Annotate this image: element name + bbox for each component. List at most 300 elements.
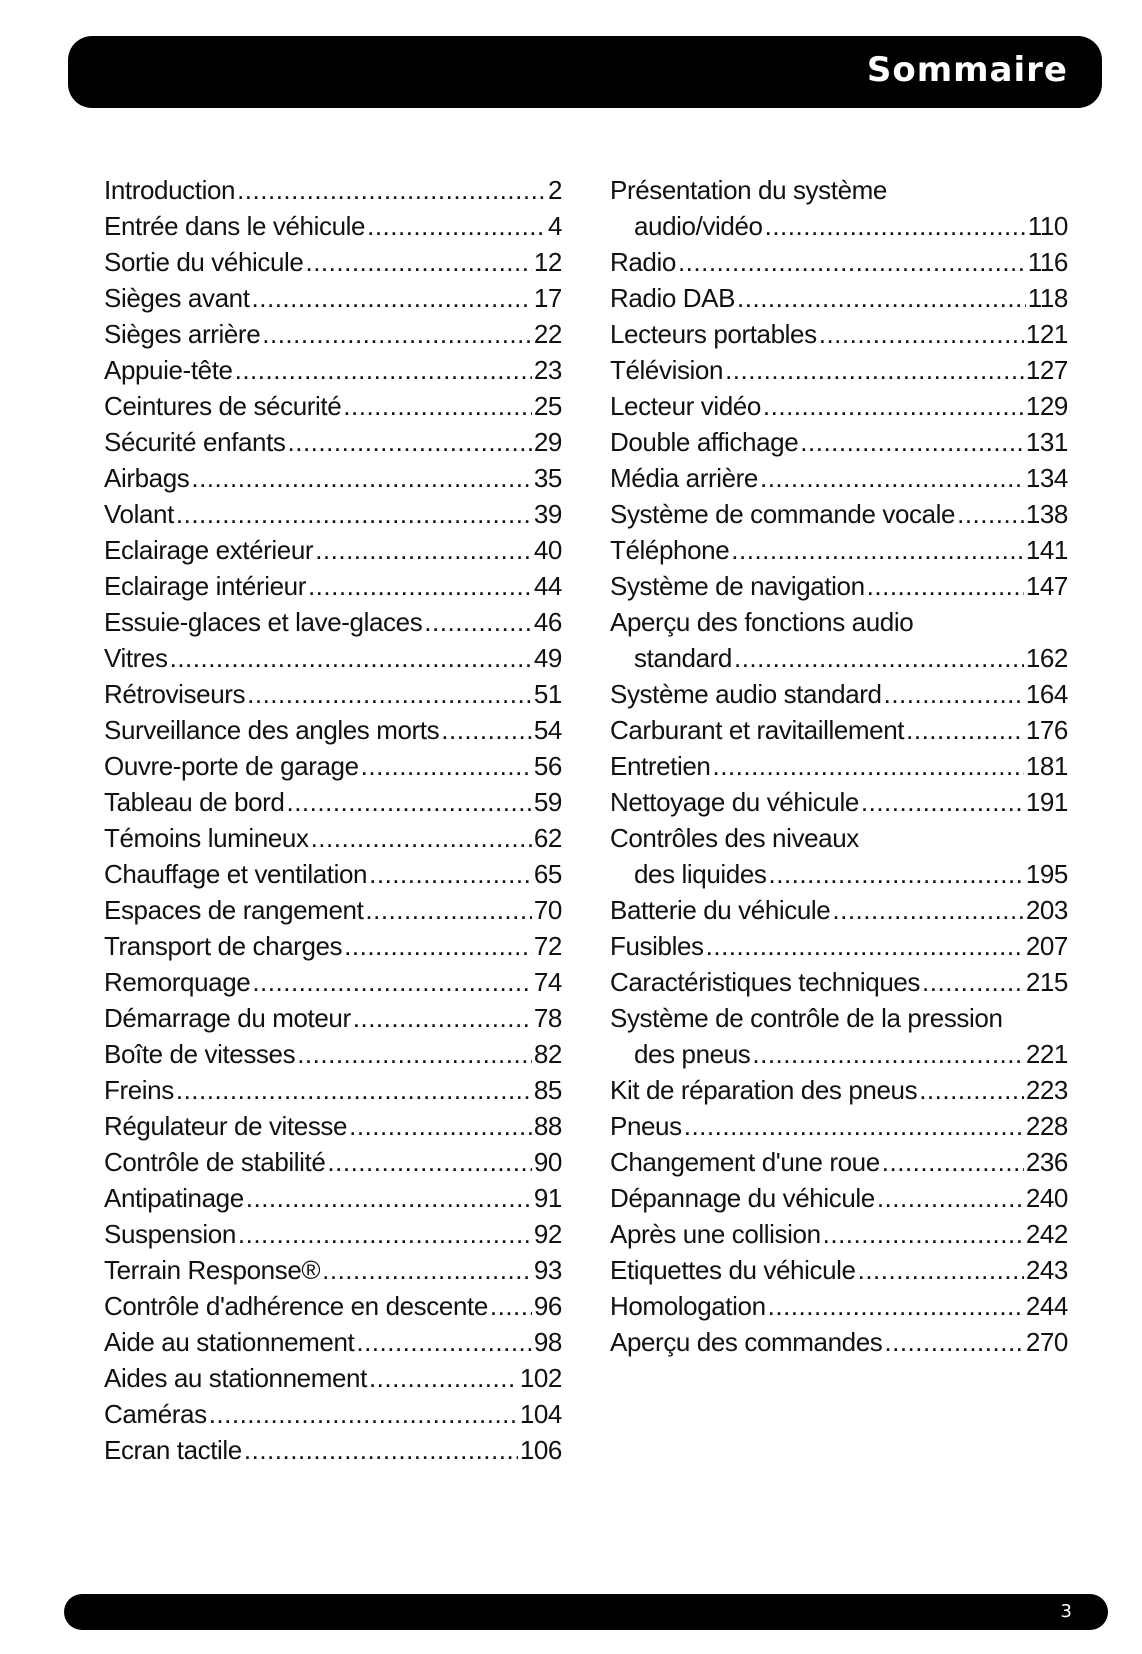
toc-entry[interactable] [610, 568, 1068, 604]
toc-entry[interactable] [104, 460, 562, 496]
toc-entry[interactable] [610, 1000, 1068, 1072]
toc-entry-title-continued: des pneus [634, 1039, 751, 1069]
toc-entry[interactable] [104, 244, 562, 280]
toc-entry[interactable] [104, 388, 562, 424]
toc-entry-title: Dépannage du véhicule [610, 1183, 875, 1213]
toc-entry-line [610, 1180, 1068, 1216]
page-title: Sommaire [866, 50, 1068, 90]
toc-entry-title: Système de commande vocale [610, 499, 956, 529]
toc-entry-line [610, 712, 1068, 748]
toc-entry[interactable] [104, 1288, 562, 1324]
toc-entry-title: Contrôles des niveaux [610, 823, 859, 853]
dot-leader [327, 1144, 531, 1180]
toc-entry[interactable] [104, 280, 562, 316]
toc-entry-title: Surveillance des angles morts [104, 715, 440, 745]
toc-entry-line [104, 676, 562, 712]
page-number: 3 [1060, 1601, 1072, 1622]
toc-entry-title: Homologation [610, 1291, 766, 1321]
toc-entry-line [104, 1000, 562, 1036]
toc-entry-line [610, 640, 1068, 676]
toc-entry-page: 93 [533, 1255, 562, 1285]
toc-entry[interactable] [104, 856, 562, 892]
toc-entry-line [610, 352, 1068, 388]
toc-entry[interactable] [104, 640, 562, 676]
toc-entry-line [104, 1036, 562, 1072]
toc-entry-line [610, 892, 1068, 928]
toc-entry-title: Après une collision [610, 1219, 821, 1249]
toc-entry-line [104, 1360, 562, 1396]
toc-entry[interactable] [610, 820, 1068, 892]
dot-leader [769, 856, 1024, 892]
toc-entry-title: Téléphone [610, 535, 730, 565]
toc-entry-title: Ceintures de sécurité [104, 391, 342, 421]
dot-leader [209, 1396, 518, 1432]
dot-leader [706, 928, 1024, 964]
dot-leader [315, 532, 532, 568]
toc-entry-title: Lecteurs portables [610, 319, 817, 349]
dot-leader [823, 1216, 1024, 1252]
toc-entry-line [610, 532, 1068, 568]
dot-leader [191, 460, 532, 496]
toc-entry[interactable] [610, 928, 1068, 964]
toc-entry-line [610, 424, 1068, 460]
toc-entry-title: Aperçu des fonctions audio [610, 607, 914, 637]
dot-leader [957, 496, 1024, 532]
toc-entry[interactable] [610, 1072, 1068, 1108]
toc-entry[interactable] [610, 1288, 1068, 1324]
toc-entry-line [104, 1288, 562, 1324]
toc-entry-line [104, 1072, 562, 1108]
toc-entry-title: Nettoyage du véhicule [610, 787, 859, 817]
toc-entry-page: 85 [533, 1075, 562, 1105]
toc-entry-page: 2 [547, 175, 562, 205]
toc-entry[interactable] [610, 352, 1068, 388]
dot-leader [305, 244, 531, 280]
toc-entry-page: 29 [533, 427, 562, 457]
toc-entry-line [610, 784, 1068, 820]
toc-entry-line [610, 748, 1068, 784]
toc-entry-title: Entrée dans le véhicule [104, 211, 366, 241]
toc-entry[interactable] [610, 280, 1068, 316]
dot-leader [731, 532, 1024, 568]
toc-entry[interactable] [610, 784, 1068, 820]
dot-leader [906, 712, 1024, 748]
toc-entry-title: Carburant et ravitaillement [610, 715, 905, 745]
toc-entry-title: Volant [104, 499, 174, 529]
toc-entry-title: Tableau de bord [104, 787, 285, 817]
toc-entry-line [610, 1144, 1068, 1180]
toc-entry-page: 23 [533, 355, 562, 385]
toc-entry[interactable] [104, 784, 562, 820]
toc-entry-title: Sortie du véhicule [104, 247, 304, 277]
toc-entry-title-continued: standard [634, 643, 732, 673]
toc-entry-line [104, 1216, 562, 1252]
toc-entry-page: 44 [533, 571, 562, 601]
toc-entry[interactable] [104, 1036, 562, 1072]
toc-entry-title: Batterie du véhicule [610, 895, 831, 925]
dot-leader [752, 1036, 1023, 1072]
dot-leader [343, 388, 532, 424]
toc-entry-title: Entretien [610, 751, 711, 781]
toc-entry-title: Média arrière [610, 463, 758, 493]
dot-leader [922, 964, 1024, 1000]
toc-entry[interactable] [104, 208, 562, 244]
toc-entry-line [104, 1144, 562, 1180]
dot-leader [176, 1072, 532, 1108]
toc-entry-title: Pneus [610, 1111, 682, 1141]
toc-entry-line [610, 1036, 1068, 1072]
toc-entry[interactable] [104, 604, 562, 640]
toc-entry-title: Aides au stationnement [104, 1363, 367, 1393]
toc-entry[interactable] [610, 496, 1068, 532]
toc-entry[interactable] [104, 568, 562, 604]
toc-entry[interactable] [610, 964, 1068, 1000]
dot-leader [369, 856, 532, 892]
toc-entry[interactable] [610, 604, 1068, 676]
toc-entry-page: 116 [1027, 247, 1068, 277]
toc-entry-title: Présentation du système [610, 175, 887, 205]
toc-entry[interactable] [104, 748, 562, 784]
toc-right-column [610, 172, 1068, 1360]
toc-entry-page: 72 [533, 931, 562, 961]
toc-entry-title: Terrain Response® [104, 1255, 321, 1285]
toc-entry-page: 22 [533, 319, 562, 349]
toc-entry-page: 244 [1025, 1291, 1068, 1321]
dot-leader [297, 1036, 532, 1072]
toc-entry-title: Essuie-glaces et lave-glaces [104, 607, 423, 637]
toc-entry-line [104, 244, 562, 280]
toc-entry-line [104, 1396, 562, 1432]
dot-leader [832, 892, 1023, 928]
toc-entry[interactable] [610, 1216, 1068, 1252]
toc-entry-page: 240 [1025, 1183, 1068, 1213]
dot-leader [344, 928, 532, 964]
dot-leader [176, 496, 532, 532]
dot-leader [882, 1144, 1024, 1180]
dot-leader [262, 316, 532, 352]
toc-entry-title: Système de contrôle de la pression [610, 1003, 1003, 1033]
toc-entry-line [104, 748, 562, 784]
toc-entry-page: 49 [533, 643, 562, 673]
toc-entry-page: 35 [533, 463, 562, 493]
toc-entry-title: Aperçu des commandes [610, 1327, 883, 1357]
toc-entry-title: Sécurité enfants [104, 427, 286, 457]
dot-leader [441, 712, 532, 748]
dot-leader [308, 568, 532, 604]
toc-entry-page: 141 [1025, 535, 1068, 565]
toc-entry-title: Transport de charges [104, 931, 343, 961]
toc-entry-title: Lecteur vidéo [610, 391, 761, 421]
toc-entry-page: 90 [533, 1147, 562, 1177]
toc-entry[interactable] [104, 820, 562, 856]
toc-entry[interactable] [610, 1108, 1068, 1144]
toc-entry[interactable] [610, 1252, 1068, 1288]
toc-entry-title: Changement d'une roue [610, 1147, 880, 1177]
toc-entry-page: 118 [1027, 283, 1068, 313]
toc-entry-title: Contrôle de stabilité [104, 1147, 326, 1177]
toc-entry[interactable] [104, 496, 562, 532]
toc-entry-line [104, 460, 562, 496]
toc-entry[interactable] [104, 928, 562, 964]
toc-entry-page: 88 [533, 1111, 562, 1141]
dot-leader [819, 316, 1024, 352]
dot-leader [356, 1324, 532, 1360]
toc-entry-line [104, 424, 562, 460]
dot-leader [765, 208, 1026, 244]
toc-entry[interactable] [610, 1144, 1068, 1180]
toc-entry[interactable] [104, 1360, 562, 1396]
toc-entry-line [104, 1180, 562, 1216]
toc-entry[interactable] [610, 424, 1068, 460]
toc-entry-line [104, 712, 562, 748]
toc-entry-page: 17 [533, 283, 562, 313]
dot-leader [365, 892, 531, 928]
toc-entry[interactable] [104, 1324, 562, 1360]
toc-entry-title: Contrôle d'adhérence en descente [104, 1291, 488, 1321]
toc-entry-page: 131 [1025, 427, 1068, 457]
dot-leader [877, 1180, 1024, 1216]
toc-entry-title: Témoins lumineux [104, 823, 309, 853]
toc-entry-page: 54 [533, 715, 562, 745]
toc-entry-page: 62 [533, 823, 562, 853]
toc-entry-title: Freins [104, 1075, 174, 1105]
toc-entry[interactable] [104, 172, 562, 208]
toc-entry[interactable] [610, 388, 1068, 424]
toc-entry-page: 39 [533, 499, 562, 529]
toc-entry-line [104, 388, 562, 424]
toc-entry-title: Boîte de vitesses [104, 1039, 296, 1069]
toc-entry-title: Sièges arrière [104, 319, 261, 349]
toc-entry-line [610, 856, 1068, 892]
dot-leader [725, 352, 1024, 388]
toc-entry[interactable] [104, 1432, 562, 1468]
toc-entry-page: 215 [1025, 967, 1068, 997]
footer-bar [64, 1594, 1108, 1630]
toc-entry-page: 46 [533, 607, 562, 637]
toc-entry[interactable] [104, 1252, 562, 1288]
toc-entry-page: 70 [533, 895, 562, 925]
toc-entry-page: 110 [1027, 211, 1068, 241]
toc-entry-page: 236 [1025, 1147, 1068, 1177]
toc-entry-title: Eclairage extérieur [104, 535, 314, 565]
toc-entry-title: Vitres [104, 643, 168, 673]
toc-entry-title: Kit de réparation des pneus [610, 1075, 918, 1105]
toc-entry-line [104, 928, 562, 964]
toc-entry-title: Rétroviseurs [104, 679, 246, 709]
toc-entry-line [104, 892, 562, 928]
toc-entry-line [104, 316, 562, 352]
dot-leader [884, 676, 1024, 712]
dot-leader [867, 568, 1024, 604]
toc-entry-page: 91 [533, 1183, 562, 1213]
toc-entry-page: 207 [1025, 931, 1068, 961]
toc-entry-page: 164 [1025, 679, 1068, 709]
toc-entry-line [104, 568, 562, 604]
toc-entry[interactable] [610, 532, 1068, 568]
toc-entry[interactable] [610, 460, 1068, 496]
toc-entry-line [610, 964, 1068, 1000]
dot-leader [286, 784, 531, 820]
toc-entry-title: Ouvre-porte de garage [104, 751, 359, 781]
toc-entry-page: 242 [1025, 1219, 1068, 1249]
toc-entry-title: Appuie-tête [104, 355, 233, 385]
toc-entry[interactable] [610, 244, 1068, 280]
toc-entry-title: Télévision [610, 355, 724, 385]
dot-leader [237, 172, 546, 208]
toc-entry[interactable] [104, 712, 562, 748]
toc-entry-title: Caractéristiques techniques [610, 967, 921, 997]
dot-leader [861, 784, 1024, 820]
dot-leader [369, 1360, 518, 1396]
dot-leader [367, 208, 546, 244]
toc-entry-line [104, 532, 562, 568]
toc-entry-line [104, 784, 562, 820]
toc-entry[interactable] [610, 712, 1068, 748]
toc-entry[interactable] [610, 676, 1068, 712]
toc-entry-page: 102 [519, 1363, 562, 1393]
dot-leader [235, 352, 532, 388]
toc-entry[interactable] [104, 1180, 562, 1216]
dot-leader [919, 1072, 1024, 1108]
toc-entry-title: Suspension [104, 1219, 236, 1249]
toc-entry[interactable] [104, 316, 562, 352]
toc-entry-line [104, 208, 562, 244]
toc-entry-page: 195 [1025, 859, 1068, 889]
toc-entry[interactable] [104, 892, 562, 928]
toc-entry-title: Airbags [104, 463, 190, 493]
toc-entry-page: 98 [533, 1327, 562, 1357]
toc-entry-title: Système de navigation [610, 571, 865, 601]
toc-entry-line [610, 1108, 1068, 1144]
dot-leader [322, 1252, 532, 1288]
toc-entry[interactable] [104, 1072, 562, 1108]
toc-entry-page: 12 [533, 247, 562, 277]
toc-entry-line [104, 1432, 562, 1468]
toc-entry-page: 78 [533, 1003, 562, 1033]
toc-entry-title: Démarrage du moteur [104, 1003, 351, 1033]
toc-entry-line [610, 496, 1068, 532]
toc-entry-title: Aide au stationnement [104, 1327, 355, 1357]
toc-entry-title: Eclairage intérieur [104, 571, 306, 601]
toc-entry[interactable] [610, 172, 1068, 244]
toc-entry-line [104, 1108, 562, 1144]
toc-entry-page: 127 [1025, 355, 1068, 385]
toc-entry-line [104, 856, 562, 892]
toc-entry-title: Espaces de rangement [104, 895, 364, 925]
toc-entry-title: Caméras [104, 1399, 207, 1429]
toc-entry[interactable] [610, 748, 1068, 784]
dot-leader [884, 1324, 1023, 1360]
toc-entry-line [104, 964, 562, 1000]
toc-entry-line [610, 244, 1068, 280]
toc-entry-line [104, 640, 562, 676]
dot-leader [684, 1108, 1024, 1144]
toc-entry-line [610, 208, 1068, 244]
toc-entry-line [610, 1252, 1068, 1288]
dot-leader [247, 676, 532, 712]
dot-leader [361, 748, 532, 784]
toc-entry-title: Etiquettes du véhicule [610, 1255, 856, 1285]
toc-entry-page: 74 [533, 967, 562, 997]
toc-entry[interactable] [104, 352, 562, 388]
toc-entry-page: 40 [533, 535, 562, 565]
toc-entry-page: 147 [1025, 571, 1068, 601]
toc-entry[interactable] [104, 424, 562, 460]
toc-entry-page: 162 [1025, 643, 1068, 673]
toc-entry-line [610, 568, 1068, 604]
toc-entry[interactable] [104, 1216, 562, 1252]
toc-entry-page: 4 [547, 211, 562, 241]
dot-leader [244, 1432, 518, 1468]
dot-leader [760, 460, 1024, 496]
toc-entry-title: Double affichage [610, 427, 799, 457]
toc-entry-title: Radio [610, 247, 676, 277]
dot-leader [252, 964, 532, 1000]
toc-entry-title: Antipatinage [104, 1183, 244, 1213]
dot-leader [737, 280, 1026, 316]
dot-leader [238, 1216, 532, 1252]
dot-leader [311, 820, 532, 856]
toc-entry[interactable] [610, 892, 1068, 928]
toc-entry[interactable] [104, 532, 562, 568]
header-bar [68, 36, 1102, 108]
toc-entry[interactable] [104, 1144, 562, 1180]
dot-leader [170, 640, 532, 676]
toc-entry[interactable] [610, 316, 1068, 352]
toc-entry-line [104, 1252, 562, 1288]
toc-entry-page: 59 [533, 787, 562, 817]
toc-entry-title: Système audio standard [610, 679, 882, 709]
toc-entry-page: 223 [1025, 1075, 1068, 1105]
toc-entry-title: Régulateur de vitesse [104, 1111, 348, 1141]
toc-entry-page: 82 [533, 1039, 562, 1069]
toc-entry-page: 104 [519, 1399, 562, 1429]
toc-entry[interactable] [104, 1396, 562, 1432]
toc-entry-title: Introduction [104, 175, 236, 205]
toc-entry[interactable] [104, 676, 562, 712]
dot-leader [424, 604, 532, 640]
toc-entry-line [610, 388, 1068, 424]
toc-entry-page: 243 [1025, 1255, 1068, 1285]
toc-entry-line [104, 820, 562, 856]
toc-entry-page: 181 [1025, 751, 1068, 781]
toc-entry-page: 134 [1025, 463, 1068, 493]
toc-entry-line [610, 460, 1068, 496]
toc-entry-page: 65 [533, 859, 562, 889]
toc-entry-line [104, 1324, 562, 1360]
toc-entry-page: 96 [533, 1291, 562, 1321]
toc-entry[interactable] [610, 1324, 1068, 1360]
toc-entry-page: 203 [1025, 895, 1068, 925]
toc-entry-line [104, 496, 562, 532]
toc-entry-title-continued: des liquides [634, 859, 767, 889]
toc-entry[interactable] [104, 964, 562, 1000]
toc-entry-page: 25 [533, 391, 562, 421]
dot-leader [858, 1252, 1024, 1288]
toc-entry[interactable] [104, 1108, 562, 1144]
toc-entry[interactable] [610, 1180, 1068, 1216]
toc-entry-page: 228 [1025, 1111, 1068, 1141]
toc-entry-page: 176 [1025, 715, 1068, 745]
toc-entry-line [610, 1072, 1068, 1108]
toc-entry-page: 129 [1025, 391, 1068, 421]
toc-entry-page: 92 [533, 1219, 562, 1249]
toc-entry-page: 51 [533, 679, 562, 709]
toc-entry-line [610, 928, 1068, 964]
toc-entry-page: 138 [1025, 499, 1068, 529]
toc-entry-line [610, 1324, 1068, 1360]
toc-entry[interactable] [104, 1000, 562, 1036]
